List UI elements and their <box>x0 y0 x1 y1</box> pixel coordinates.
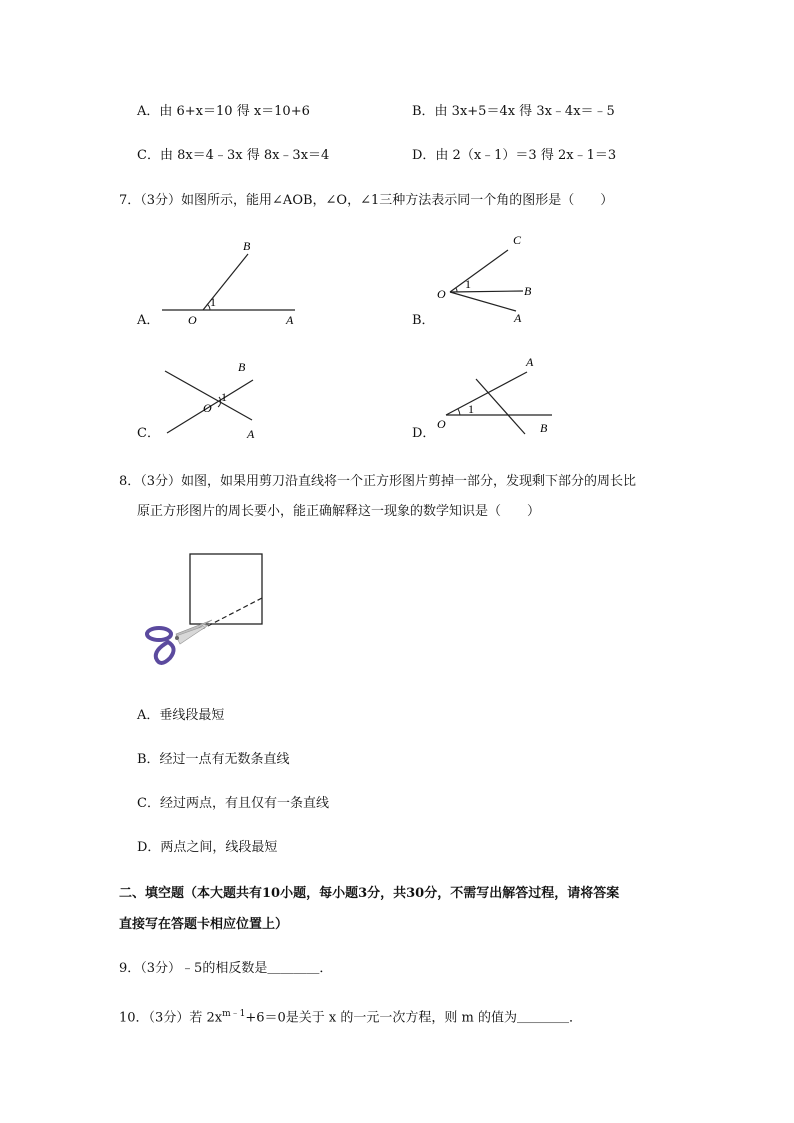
q10-post: +6＝0是关于 x 的一元一次方程，则 m 的值为＿＿＿＿． <box>245 1010 582 1026</box>
transversal <box>476 379 525 434</box>
ray-oc <box>450 250 508 292</box>
label-b: B <box>238 360 246 374</box>
label-b: B <box>540 421 548 435</box>
label-1: 1 <box>221 390 227 404</box>
q8-option-c: C．经过两点，有且仅有一条直线 <box>137 796 329 811</box>
q10-text <box>119 1006 582 1026</box>
section-2-heading-line2: 直接写在答题卡相应位置上） <box>119 917 289 932</box>
label-o: O <box>437 287 446 301</box>
ray-oa <box>450 292 516 311</box>
q7-option-a-label: A． <box>137 313 160 328</box>
q8-option-d: D．两点之间，线段最短 <box>137 840 278 855</box>
label-1: 1 <box>465 277 471 291</box>
q8-option-b: B．经过一点有无数条直线 <box>137 752 290 767</box>
label-o: O <box>437 417 446 431</box>
q7-option-c-label: C． <box>137 426 160 441</box>
q9-text: 9．（3分）﹣5的相反数是＿＿＿＿． <box>119 961 333 976</box>
q7-figure-b <box>430 228 560 328</box>
q10-exponent: m﹣1 <box>222 1009 246 1019</box>
q8-option-a: A．垂线段最短 <box>137 708 225 723</box>
label-o: O <box>188 313 197 327</box>
q6-option-c: C．由 8x＝4﹣3x 得 8x﹣3x＝4 <box>137 148 330 163</box>
section-2-heading-line1: 二、填空题（本大题共有10小题，每小题3分，共30分，不需写出解答过程，请将答案 <box>119 886 620 901</box>
label-a: A <box>286 313 294 327</box>
q6-option-b: B．由 3x+5＝4x 得 3x﹣4x＝﹣5 <box>412 104 615 119</box>
q6-option-a: A．由 6+x＝10 得 x＝10+6 <box>137 104 310 119</box>
label-1: 1 <box>468 402 474 416</box>
label-b: B <box>524 284 532 298</box>
scissors-icon <box>147 620 212 663</box>
label-b: B <box>243 239 251 253</box>
q8-figure-square-scissors <box>138 548 273 678</box>
ray-oa <box>446 372 527 415</box>
q7-figure-c <box>155 355 275 445</box>
q7-option-b-label: B． <box>412 313 435 328</box>
q7-figure-d <box>430 352 560 442</box>
ray-ob <box>450 291 523 292</box>
q8-stem-line2: 原正方形图片的周长要小，能正确解释这一现象的数学知识是（ ） <box>137 504 541 519</box>
q10-pre: 10．（3分）若 2x <box>119 1010 223 1026</box>
q8-stem-line1: 8．（3分）如图，如果用剪刀沿直线将一个正方形图片剪掉一部分，发现剩下部分的周长比 <box>119 474 637 489</box>
label-o: O <box>203 401 212 415</box>
q7-option-d-label: D． <box>412 426 436 441</box>
label-a: A <box>526 355 534 369</box>
label-a: A <box>514 311 522 325</box>
label-1: 1 <box>210 295 216 309</box>
q7-figure-a <box>150 232 310 332</box>
label-c: C <box>513 233 522 247</box>
label-a: A <box>247 427 255 441</box>
q7-stem: 7．（3分）如图所示，能用∠AOB，∠O，∠1三种方法表示同一个角的图形是（ ） <box>119 193 614 208</box>
angle-arc <box>458 409 460 415</box>
q6-option-d: D．由 2（x﹣1）＝3 得 2x﹣1＝3 <box>412 148 617 163</box>
square <box>190 554 262 624</box>
